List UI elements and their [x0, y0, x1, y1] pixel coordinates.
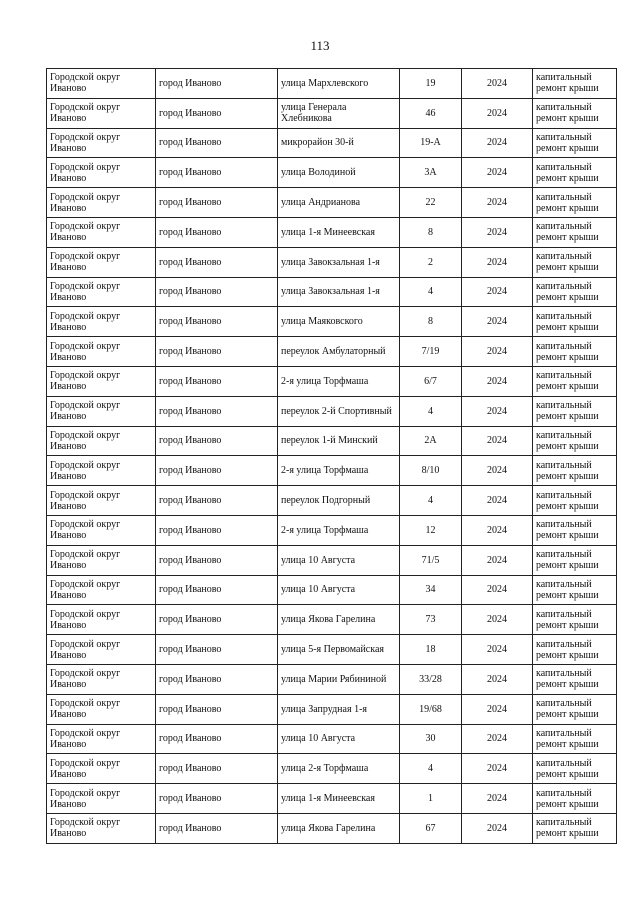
house-number-cell: 67: [400, 813, 462, 843]
district-cell: Городской округ Иваново: [47, 217, 156, 247]
street-cell: улица 10 Августа: [278, 575, 400, 605]
year-cell: 2024: [462, 635, 533, 665]
city-cell: город Иваново: [156, 605, 278, 635]
city-cell: город Иваново: [156, 396, 278, 426]
house-number-cell: 19/68: [400, 694, 462, 724]
street-cell: улица 10 Августа: [278, 545, 400, 575]
city-cell: город Иваново: [156, 724, 278, 754]
year-cell: 2024: [462, 784, 533, 814]
city-cell: город Иваново: [156, 128, 278, 158]
city-cell: город Иваново: [156, 217, 278, 247]
table-row: [47, 515, 617, 545]
table-row: [47, 694, 617, 724]
table-row: [47, 98, 617, 128]
work-type-cell: капитальный ремонт крыши: [533, 307, 617, 337]
street-cell: улица 5-я Первомайская: [278, 635, 400, 665]
city-cell: город Иваново: [156, 694, 278, 724]
work-type-cell: капитальный ремонт крыши: [533, 754, 617, 784]
work-type-cell: капитальный ремонт крыши: [533, 635, 617, 665]
city-cell: город Иваново: [156, 813, 278, 843]
table-row: [47, 337, 617, 367]
street-cell: улица Марии Рябининой: [278, 664, 400, 694]
year-cell: 2024: [462, 337, 533, 367]
city-cell: город Иваново: [156, 158, 278, 188]
work-type-cell: капитальный ремонт крыши: [533, 98, 617, 128]
city-cell: город Иваново: [156, 98, 278, 128]
district-cell: Городской округ Иваново: [47, 426, 156, 456]
table-row: [47, 486, 617, 516]
house-number-cell: 73: [400, 605, 462, 635]
street-cell: улица 2-я Торфмаша: [278, 754, 400, 784]
house-number-cell: 34: [400, 575, 462, 605]
work-type-cell: капитальный ремонт крыши: [533, 784, 617, 814]
work-type-cell: капитальный ремонт крыши: [533, 217, 617, 247]
work-type-cell: капитальный ремонт крыши: [533, 605, 617, 635]
city-cell: город Иваново: [156, 337, 278, 367]
district-cell: Городской округ Иваново: [47, 486, 156, 516]
street-cell: переулок Амбулаторный: [278, 337, 400, 367]
district-cell: Городской округ Иваново: [47, 813, 156, 843]
table-row: [47, 307, 617, 337]
street-cell: улица Андрианова: [278, 188, 400, 218]
table-row: [47, 217, 617, 247]
table-row: [47, 366, 617, 396]
work-type-cell: капитальный ремонт крыши: [533, 575, 617, 605]
work-type-cell: капитальный ремонт крыши: [533, 515, 617, 545]
district-cell: Городской округ Иваново: [47, 545, 156, 575]
street-cell: улица Генерала Хлебникова: [278, 98, 400, 128]
street-cell: 2-я улица Торфмаша: [278, 515, 400, 545]
year-cell: 2024: [462, 575, 533, 605]
house-number-cell: 6/7: [400, 366, 462, 396]
year-cell: 2024: [462, 813, 533, 843]
year-cell: 2024: [462, 366, 533, 396]
city-cell: город Иваново: [156, 188, 278, 218]
house-number-cell: 71/5: [400, 545, 462, 575]
table-row: [47, 784, 617, 814]
house-number-cell: 8/10: [400, 456, 462, 486]
district-cell: Городской округ Иваново: [47, 158, 156, 188]
year-cell: 2024: [462, 158, 533, 188]
city-cell: город Иваново: [156, 366, 278, 396]
district-cell: Городской округ Иваново: [47, 724, 156, 754]
street-cell: улица 10 Августа: [278, 724, 400, 754]
district-cell: Городской округ Иваново: [47, 366, 156, 396]
year-cell: 2024: [462, 515, 533, 545]
year-cell: 2024: [462, 754, 533, 784]
house-number-cell: 22: [400, 188, 462, 218]
city-cell: город Иваново: [156, 664, 278, 694]
year-cell: 2024: [462, 664, 533, 694]
house-number-cell: 3А: [400, 158, 462, 188]
house-number-cell: 19: [400, 69, 462, 99]
work-type-cell: капитальный ремонт крыши: [533, 247, 617, 277]
work-type-cell: капитальный ремонт крыши: [533, 128, 617, 158]
house-number-cell: 30: [400, 724, 462, 754]
table-row: [47, 69, 617, 99]
year-cell: 2024: [462, 307, 533, 337]
street-cell: улица Запрудная 1-я: [278, 694, 400, 724]
district-cell: Городской округ Иваново: [47, 456, 156, 486]
page-number: 113: [310, 38, 330, 53]
table-row: [47, 813, 617, 843]
year-cell: 2024: [462, 426, 533, 456]
house-number-cell: 12: [400, 515, 462, 545]
house-number-cell: 8: [400, 217, 462, 247]
district-cell: Городской округ Иваново: [47, 515, 156, 545]
house-number-cell: 1: [400, 784, 462, 814]
street-cell: улица 1-я Минеевская: [278, 217, 400, 247]
street-cell: улица Мархлевского: [278, 69, 400, 99]
street-cell: переулок 2-й Спортивный: [278, 396, 400, 426]
year-cell: 2024: [462, 69, 533, 99]
house-number-cell: 46: [400, 98, 462, 128]
city-cell: город Иваново: [156, 426, 278, 456]
district-cell: Городской округ Иваново: [47, 128, 156, 158]
work-type-cell: капитальный ремонт крыши: [533, 69, 617, 99]
street-cell: улица Володиной: [278, 158, 400, 188]
city-cell: город Иваново: [156, 69, 278, 99]
district-cell: Городской округ Иваново: [47, 605, 156, 635]
street-cell: улица 1-я Минеевская: [278, 784, 400, 814]
district-cell: Городской округ Иваново: [47, 188, 156, 218]
work-type-cell: капитальный ремонт крыши: [533, 396, 617, 426]
work-type-cell: капитальный ремонт крыши: [533, 694, 617, 724]
district-cell: Городской округ Иваново: [47, 784, 156, 814]
year-cell: 2024: [462, 396, 533, 426]
work-type-cell: капитальный ремонт крыши: [533, 426, 617, 456]
street-cell: улица Завокзальная 1-я: [278, 277, 400, 307]
street-cell: улица Маяковского: [278, 307, 400, 337]
table-row: [47, 575, 617, 605]
house-number-cell: 4: [400, 754, 462, 784]
district-cell: Городской округ Иваново: [47, 307, 156, 337]
street-cell: улица Якова Гарелина: [278, 813, 400, 843]
table-row: [47, 545, 617, 575]
city-cell: город Иваново: [156, 545, 278, 575]
table-row: [47, 426, 617, 456]
year-cell: 2024: [462, 724, 533, 754]
city-cell: город Иваново: [156, 635, 278, 665]
house-number-cell: 7/19: [400, 337, 462, 367]
work-type-cell: капитальный ремонт крыши: [533, 366, 617, 396]
city-cell: город Иваново: [156, 277, 278, 307]
district-cell: Городской округ Иваново: [47, 247, 156, 277]
street-cell: 2-я улица Торфмаша: [278, 366, 400, 396]
city-cell: город Иваново: [156, 486, 278, 516]
house-number-cell: 4: [400, 486, 462, 516]
work-type-cell: капитальный ремонт крыши: [533, 545, 617, 575]
district-cell: Городской округ Иваново: [47, 694, 156, 724]
year-cell: 2024: [462, 247, 533, 277]
district-cell: Городской округ Иваново: [47, 664, 156, 694]
year-cell: 2024: [462, 694, 533, 724]
district-cell: Городской округ Иваново: [47, 575, 156, 605]
city-cell: город Иваново: [156, 307, 278, 337]
table-row: [47, 664, 617, 694]
street-cell: улица Завокзальная 1-я: [278, 247, 400, 277]
city-cell: город Иваново: [156, 784, 278, 814]
house-number-cell: 18: [400, 635, 462, 665]
district-cell: Городской округ Иваново: [47, 635, 156, 665]
street-cell: микрорайон 30-й: [278, 128, 400, 158]
house-number-cell: 4: [400, 396, 462, 426]
year-cell: 2024: [462, 217, 533, 247]
street-cell: 2-я улица Торфмаша: [278, 456, 400, 486]
house-number-cell: 33/28: [400, 664, 462, 694]
year-cell: 2024: [462, 456, 533, 486]
work-type-cell: капитальный ремонт крыши: [533, 158, 617, 188]
house-number-cell: 4: [400, 277, 462, 307]
work-type-cell: капитальный ремонт крыши: [533, 664, 617, 694]
work-type-cell: капитальный ремонт крыши: [533, 724, 617, 754]
street-cell: переулок Подгорный: [278, 486, 400, 516]
district-cell: Городской округ Иваново: [47, 277, 156, 307]
house-number-cell: 2А: [400, 426, 462, 456]
table-row: [47, 754, 617, 784]
district-cell: Городской округ Иваново: [47, 337, 156, 367]
district-cell: Городской округ Иваново: [47, 69, 156, 99]
work-type-cell: капитальный ремонт крыши: [533, 337, 617, 367]
table-row: [47, 247, 617, 277]
city-cell: город Иваново: [156, 515, 278, 545]
work-type-cell: капитальный ремонт крыши: [533, 813, 617, 843]
year-cell: 2024: [462, 605, 533, 635]
year-cell: 2024: [462, 98, 533, 128]
table-row: [47, 188, 617, 218]
house-number-cell: 8: [400, 307, 462, 337]
work-type-cell: капитальный ремонт крыши: [533, 188, 617, 218]
district-cell: Городской округ Иваново: [47, 396, 156, 426]
city-cell: город Иваново: [156, 247, 278, 277]
table-row: [47, 635, 617, 665]
work-type-cell: капитальный ремонт крыши: [533, 456, 617, 486]
district-cell: Городской округ Иваново: [47, 754, 156, 784]
house-number-cell: 2: [400, 247, 462, 277]
work-type-cell: капитальный ремонт крыши: [533, 486, 617, 516]
year-cell: 2024: [462, 188, 533, 218]
year-cell: 2024: [462, 486, 533, 516]
street-cell: переулок 1-й Минский: [278, 426, 400, 456]
table-row: [47, 456, 617, 486]
year-cell: 2024: [462, 545, 533, 575]
year-cell: 2024: [462, 128, 533, 158]
registry-table-body: [47, 69, 617, 844]
table-row: [47, 396, 617, 426]
city-cell: город Иваново: [156, 456, 278, 486]
city-cell: город Иваново: [156, 575, 278, 605]
table-row: [47, 128, 617, 158]
table-row: [47, 605, 617, 635]
city-cell: город Иваново: [156, 754, 278, 784]
table-row: [47, 277, 617, 307]
registry-table: [46, 68, 617, 844]
house-number-cell: 19-А: [400, 128, 462, 158]
year-cell: 2024: [462, 277, 533, 307]
table-row: [47, 724, 617, 754]
street-cell: улица Якова Гарелина: [278, 605, 400, 635]
work-type-cell: капитальный ремонт крыши: [533, 277, 617, 307]
district-cell: Городской округ Иваново: [47, 98, 156, 128]
table-row: [47, 158, 617, 188]
